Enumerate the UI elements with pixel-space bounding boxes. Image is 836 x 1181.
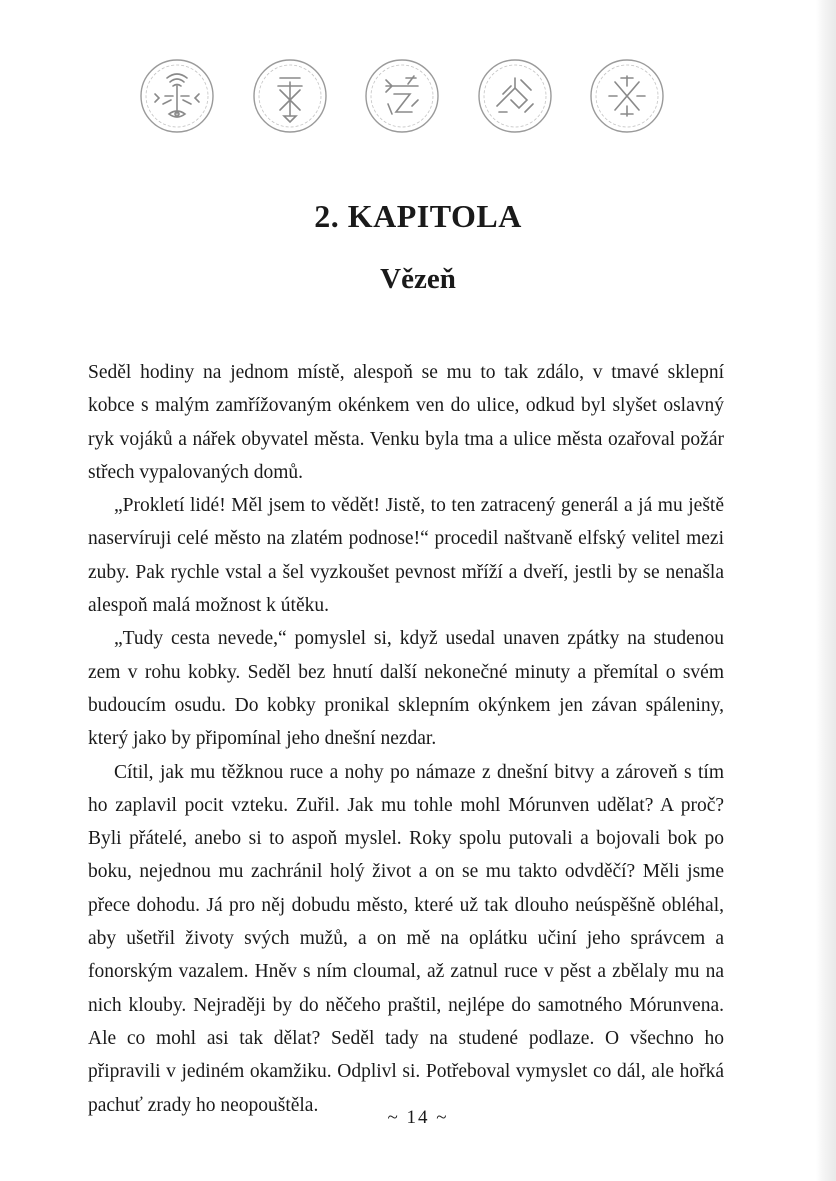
rune-coin-icon	[250, 56, 330, 136]
paragraph: „Prokletí lidé! Měl jsem to vědět! Jistě, to ten zatracený generál a já mu ještě naservíruji celé město na zlatém podnose!“ procedil naštvaně elfský velitel mezi zuby. Pak rychle vstal a šel vyzkoušet pevnost mříží a dveří, jestli by se nenašla alespoň malá možnost k útěku.	[88, 495, 724, 617]
rune-coin-icon	[475, 56, 555, 136]
chapter-title: Vězeň	[380, 263, 456, 295]
body-text	[88, 356, 724, 1122]
paragraph: Seděl hodiny na jednom místě, alespoň se mu to tak zdálo, v tmavé sklepní kobce s malým zamřížovaným okénkem ven do ulice, odkud byl slyšet oslavný ryk vojáků a nářek obyvatel města. Venku byla tma a ulice města ozařoval požár střech vypalovaných domů.	[88, 362, 724, 483]
chapter-number: 2. KAPITOLA	[314, 198, 522, 234]
paragraph: „Tudy cesta nevede,“ pomyslel si, když usedal unaven zpátky na studenou zem v rohu kobky. Seděl bez hnutí další nekonečné minuty a přemítal o svém budoucím osudu. Do kobky pronikal sklepním okýnkem jen závan spáleniny, který jako by připomínal jeho dnešní nezdar.	[88, 628, 724, 750]
rune-coin-icon	[137, 56, 217, 136]
page-edge-shadow	[816, 0, 836, 1181]
rune-ornament-row	[0, 56, 836, 146]
paragraph: Cítil, jak mu těžknou ruce a nohy po námaze z dnešní bitvy a zároveň s tím ho zaplavil pocit vzteku. Zuřil. Jak mu tohle mohl Mórunven udělat? A proč? Byli přátelé, anebo si to aspoň myslel. Roky spolu putovali a bojovali bok po boku, nejednou mu zachránil holý život a on se mu takto odvděčí? Měli jsme přece dohodu. Já pro něj dobudu město, které už tak dlouho neúspěšně obléhal, aby ušetřil životy svých mužů, a on mě na oplátku učiní jeho správcem a fonorským vazalem. Hněv s ním cloumal, až zatnul ruce v pěst a zbělaly mu na nich klouby. Nejraději by do něčeho praštil, nejlépe do samotného Mórunvena. Ale co mohl asi tak dělat? Seděl tady na studené podlaze. O všechno ho připravili v jediném okamžiku. Odplivl si. Potřeboval vymyslet co dál, ale hořká pachuť zrady ho neopouštěla.	[88, 761, 724, 1116]
rune-coin-icon	[587, 56, 667, 136]
page-number: ~ 14 ~	[387, 1107, 449, 1128]
rune-coin-icon	[362, 56, 442, 136]
